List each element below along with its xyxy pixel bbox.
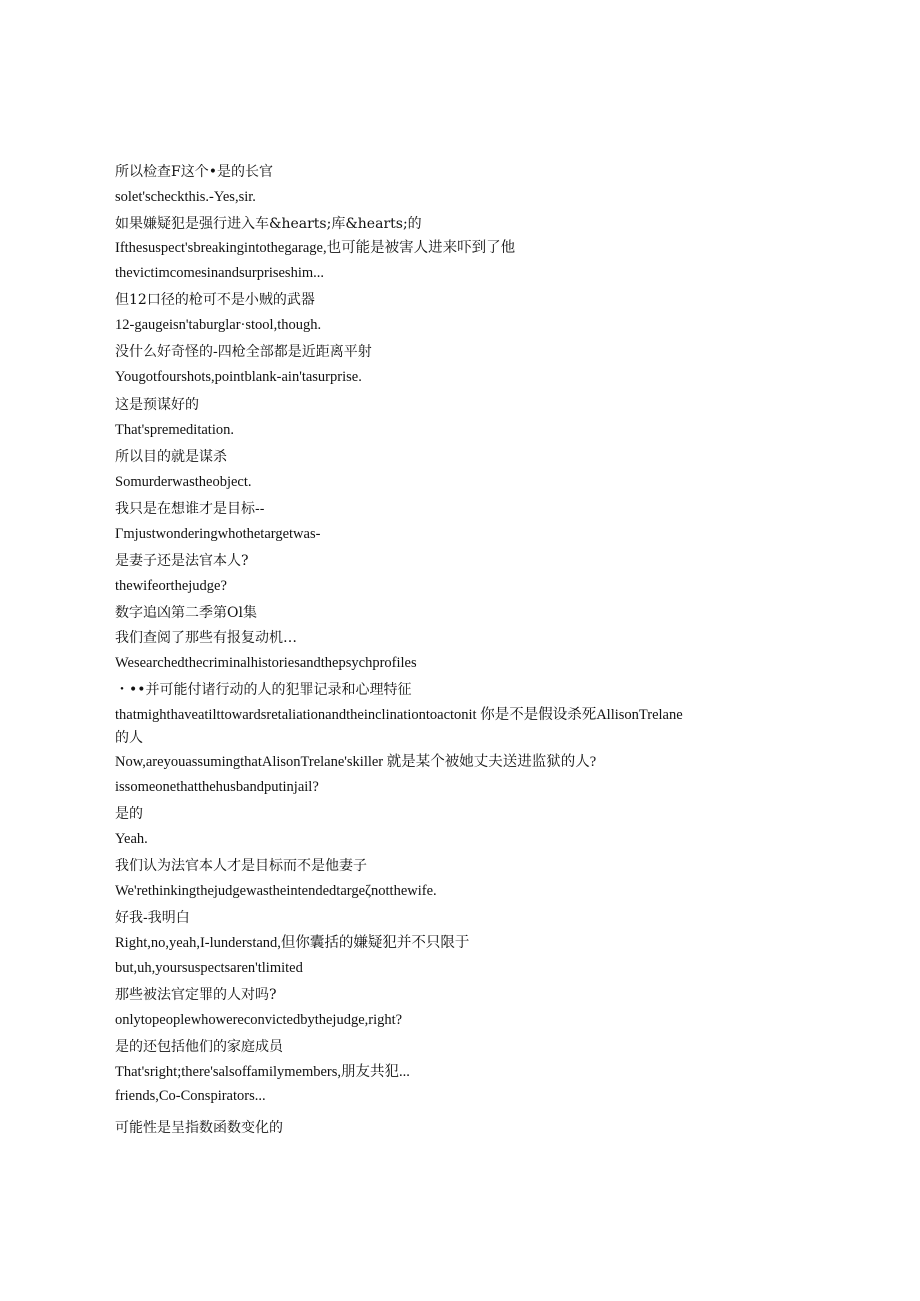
text-line: friends,Co-Conspirators...: [115, 1088, 266, 1104]
text-line: That'sright;there'salsoffamilymembers,朋友共犯...: [115, 1064, 410, 1080]
text-line: 12-gaugeisn'taburglar·stool,though.: [115, 317, 322, 333]
text-line: 的人: [115, 730, 143, 746]
text-line: 我只是在想谁才是目标--: [115, 501, 265, 517]
text-line: 好我-我明白: [115, 910, 190, 926]
text-line: 可能性是呈指数函数变化的: [115, 1120, 283, 1136]
text-line: 所以目的就是谋杀: [115, 449, 227, 465]
text-line: thatmighthaveatilttowardsretaliationandtheinclinationtoactonit 你是不是假设杀死AllisonTrelane: [115, 707, 683, 723]
text-line: 我们认为法官本人才是目标而不是他妻子: [115, 858, 367, 874]
text-line: 那些被法官定罪的人对吗?: [115, 987, 277, 1003]
text-line: Somurderwastheobject.: [115, 474, 252, 490]
text-line: ・••并可能付诸行动的人的犯罪记录和心理特征: [115, 682, 412, 698]
text-line: We'rethinkingthejudgewastheintendedtargeζnotthewife.: [115, 883, 437, 899]
text-line: Yougotfourshots,pointblank-ain'tasurprise.: [115, 369, 362, 385]
text-line: That'spremeditation.: [115, 422, 234, 438]
text-line: Wesearchedthecriminalhistoriesandthepsychprofiles: [115, 655, 417, 671]
text-line: Γmjustwonderingwhothetargetwas-: [115, 526, 321, 542]
text-line: 所以检查F这个•是的长官: [115, 164, 273, 180]
text-line: 但12口径的枪可不是小贼的武器: [115, 292, 315, 308]
text-line: thevictimcomesinandsurpriseshim...: [115, 265, 325, 281]
text-line: Ifthesuspect'sbreakingintothegarage,也可能是被害人进来吓到了他: [115, 240, 516, 256]
text-line: 这是预谋好的: [115, 397, 199, 413]
text-line: 没什么好奇怪的-四枪全部都是近距离平射: [115, 344, 372, 360]
text-line: solet'scheckthis.-Yes,sir.: [115, 189, 256, 205]
text-line: Now,areyouassumingthatAlisonTrelane'skiller 就是某个被她丈夫送进监狱的人?: [115, 754, 597, 770]
text-line: Right,no,yeah,I-lunderstand,但你囊括的嫌疑犯并不只限于: [115, 935, 470, 951]
text-line: thewifeorthejudge?: [115, 578, 227, 594]
text-line: 数字追凶第二季第Ol集: [115, 605, 257, 621]
text-line: issomeonethatthehusbandputinjail?: [115, 779, 319, 795]
text-line: but,uh,yoursuspectsaren'tlimited: [115, 960, 303, 976]
text-line: Yeah.: [115, 831, 148, 847]
text-line: onlytopeoplewhowereconvictedbythejudge,right?: [115, 1012, 403, 1028]
text-line: 是妻子还是法官本人?: [115, 553, 249, 569]
text-line: 我们查阅了那些有报复动机…: [115, 630, 297, 646]
text-line: 是的还包括他们的家庭成员: [115, 1039, 283, 1055]
text-line: 如果嫌疑犯是强行进入车&hearts;库&hearts;的: [115, 216, 422, 232]
text-line: 是的: [115, 806, 143, 822]
